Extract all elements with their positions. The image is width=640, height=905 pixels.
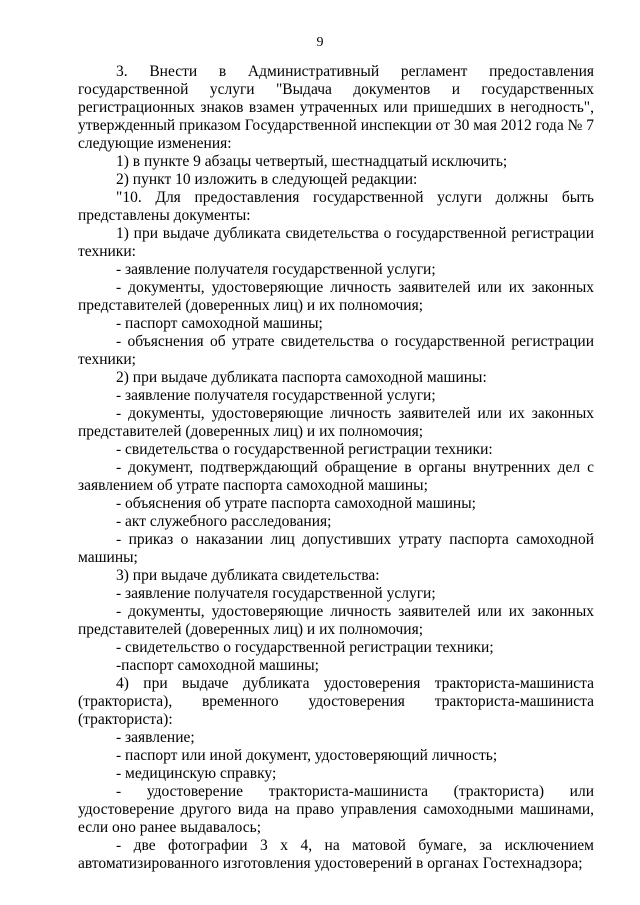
list-item: - паспорт или иной документ, удостоверяющий личность; <box>116 747 498 764</box>
list-item: - паспорт самоходной машины; <box>116 315 323 332</box>
list-item: -паспорт самоходной машины; <box>116 657 319 674</box>
list-item: - заявление; <box>116 729 195 746</box>
case-2-passport-duplicate: 2) при выдаче дубликата паспорта самоходной машины: <box>116 369 487 386</box>
list-item: - медицинскую справку; <box>116 765 277 782</box>
list-item: - заявление получателя государственной услуги; <box>116 387 436 404</box>
list-item: - объяснения об утрате паспорта самоходной машины; <box>116 495 476 512</box>
point-10-intro: "10. Для предоставления государственной услуги должны быть представлены документы: <box>78 189 594 224</box>
list-item: - заявление получателя государственной услуги; <box>116 261 436 278</box>
list-item: - документы, удостоверяющие личность заявителей или их законных представителей (доверенных лиц) и их полномочия; <box>78 603 594 638</box>
list-item: - объяснения об утрате свидетельства о государственной регистрации техники; <box>78 333 594 368</box>
list-item: - заявление получателя государственной услуги; <box>116 585 436 602</box>
case-4-driver-license-duplicate: 4) при выдаче дубликата удостоверения тракториста-машиниста (тракториста), временного удостоверения тракториста-машиниста (тракториста): <box>78 675 594 728</box>
list-item: - свидетельство о государственной регистрации техники; <box>116 639 494 656</box>
case-3-certificate-duplicate: 3) при выдаче дубликата свидетельства: <box>116 567 380 584</box>
list-item: - приказ о наказании лиц допустивших утрату паспорта самоходной машины; <box>78 531 594 566</box>
list-item: - две фотографии 3 х 4, на матовой бумаге, за исключением автоматизированного изготовления удостоверений в органах Гостехнадзора; <box>78 837 594 872</box>
subitem-2-new-wording: 2) пункт 10 изложить в следующей редакции: <box>116 171 418 188</box>
paragraph-item-3: 3. Внести в Административный регламент предоставления государственной услуги "Выдача документов и государственных регистрационных знаков взамен утраченных или пришедших в негодность", утвержденный приказом Государственной инспекции от 30 мая 2012 года № 7 следующие изменения: <box>78 63 594 152</box>
case-1-certificate-duplicate: 1) при выдаче дубликата свидетельства о государственной регистрации техники: <box>78 225 594 260</box>
list-item: - свидетельства о государственной регистрации техники: <box>116 441 493 458</box>
list-item: - документы, удостоверяющие личность заявителей или их законных представителей (доверенных лиц) и их полномочия; <box>78 405 594 440</box>
page-number: 9 <box>316 35 324 50</box>
list-item: - документ, подтверждающий обращение в органы внутренних дел с заявлением об утрате паспорта самоходной машины; <box>78 459 594 494</box>
subitem-1-exclude-paragraphs: 1) в пункте 9 абзацы четвертый, шестнадцатый исключить; <box>116 153 508 170</box>
list-item: - удостоверение тракториста-машиниста (тракториста) или удостоверение другого вида на право управления самоходными машинами, если оно ранее выдавалось; <box>78 783 594 836</box>
list-item: - акт служебного расследования; <box>116 513 332 530</box>
list-item: - документы, удостоверяющие личность заявителей или их законных представителей (доверенных лиц) и их полномочия; <box>78 279 594 314</box>
document-body <box>78 63 594 873</box>
